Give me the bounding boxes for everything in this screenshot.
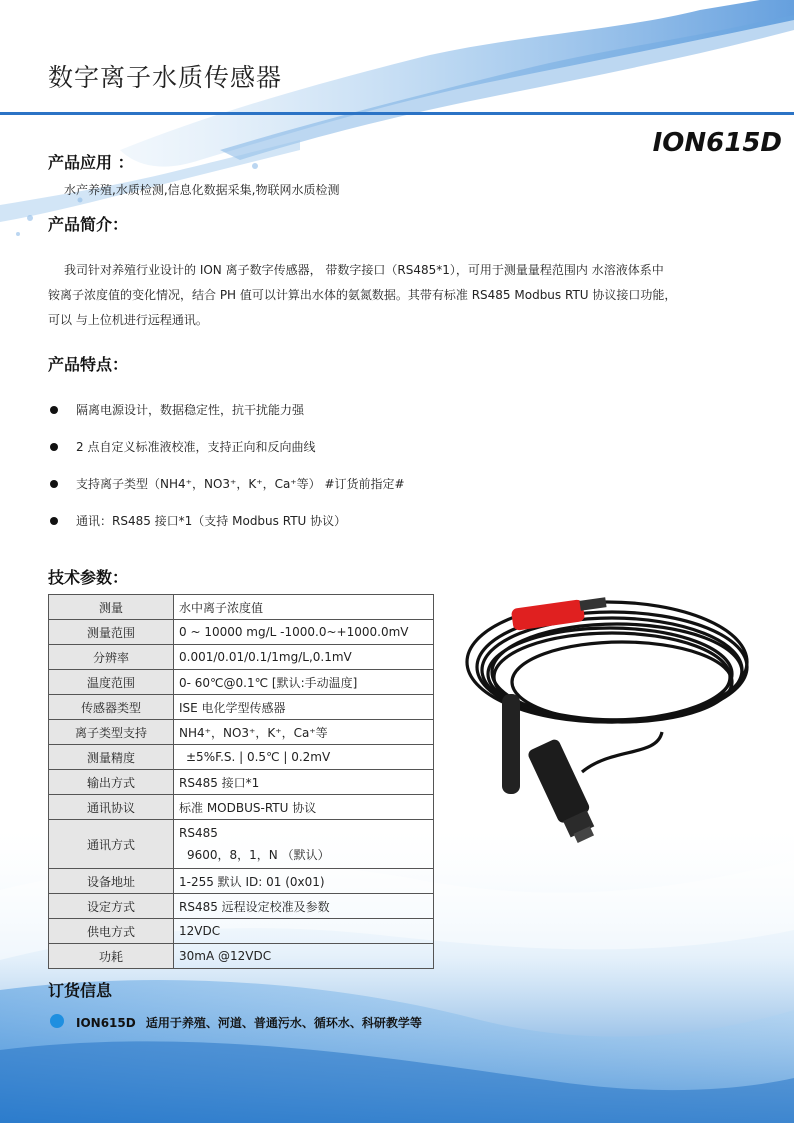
table-row: 离子类型支持 NH4⁺，NO3⁺，K⁺，Ca⁺等 xyxy=(49,720,434,745)
table-row: 测量精度 ±5%F.S. | 0.5℃ | 0.2mV xyxy=(49,745,434,770)
table-row: 功耗 30mA @12VDC xyxy=(49,944,434,969)
table-row: 分辨率 0.001/0.01/0.1/1mg/L,0.1mV xyxy=(49,645,434,670)
bullet-icon xyxy=(50,1014,64,1028)
table-row: 供电方式 12VDC xyxy=(49,919,434,944)
table-row: 传感器类型 ISE 电化学型传感器 xyxy=(49,695,434,720)
bullet-icon xyxy=(50,406,58,414)
model-number: ION615D xyxy=(652,128,782,158)
feature-item: 支持离子类型（NH4⁺，NO3⁺，K⁺，Ca⁺等） #订货前指定# xyxy=(48,469,405,506)
intro-paragraph xyxy=(48,258,754,333)
feature-item: 通讯：RS485 接口*1（支持 Modbus RTU 协议） xyxy=(48,506,405,543)
order-text: 适用于养殖、河道、普通污水、循环水、科研教学等 xyxy=(145,1016,422,1030)
water-splash-graphic xyxy=(0,0,794,240)
order-item xyxy=(76,1014,422,1031)
table-row: 输出方式 RS485 接口*1 xyxy=(49,770,434,795)
table-row: 通讯方式 RS485 9600，8，1，N （默认） xyxy=(49,820,434,869)
order-heading: 订货信息 xyxy=(48,981,113,1000)
table-row: 通讯协议 标准 MODBUS-RTU 协议 xyxy=(49,795,434,820)
bullet-icon xyxy=(50,443,58,451)
intro-line: 可以 与上位机进行远程通讯。 xyxy=(48,313,208,327)
table-row: 测量 水中离子浓度值 xyxy=(49,595,434,620)
sensor-product-image xyxy=(462,582,762,854)
order-model: ION615D xyxy=(76,1016,136,1030)
feature-item: 2 点自定义标准液校准，支持正向和反向曲线 xyxy=(48,432,405,469)
header-rule xyxy=(0,112,794,115)
page-title: 数字离子水质传感器 xyxy=(48,63,283,92)
table-row: 测量范围 0 ~ 10000 mg/L -1000.0~+1000.0mV xyxy=(49,620,434,645)
bullet-icon xyxy=(50,480,58,488)
application-text: 水产养殖,水质检测,信息化数据采集,物联网水质检测 xyxy=(64,183,340,197)
specs-heading: 技术参数： xyxy=(48,568,129,587)
intro-line: 铵离子浓度值的变化情况，结合 PH 值可以计算出水体的氨氮数据。其带有标准 RS485 Modbus RTU 协议接口功能， xyxy=(48,288,677,302)
intro-heading: 产品简介： xyxy=(48,215,129,234)
spec-table xyxy=(48,594,434,969)
feature-item: 隔离电源设计，数据稳定性，抗干扰能力强 xyxy=(48,395,405,432)
application-heading: 产品应用 ： xyxy=(48,153,134,172)
feature-list xyxy=(48,395,405,543)
table-row: 设备地址 1-255 默认 ID: 01 (0x01) xyxy=(49,869,434,894)
features-heading: 产品特点： xyxy=(48,355,129,374)
bullet-icon xyxy=(50,517,58,525)
table-row: 设定方式 RS485 远程设定校准及参数 xyxy=(49,894,434,919)
intro-line: 我司针对养殖行业设计的 ION 离子数字传感器， 带数字接口（RS485*1），可用于测量量程范围内 水溶液体系中 xyxy=(64,263,664,277)
table-row: 温度范围 0- 60℃@0.1℃ [默认:手动温度] xyxy=(49,670,434,695)
